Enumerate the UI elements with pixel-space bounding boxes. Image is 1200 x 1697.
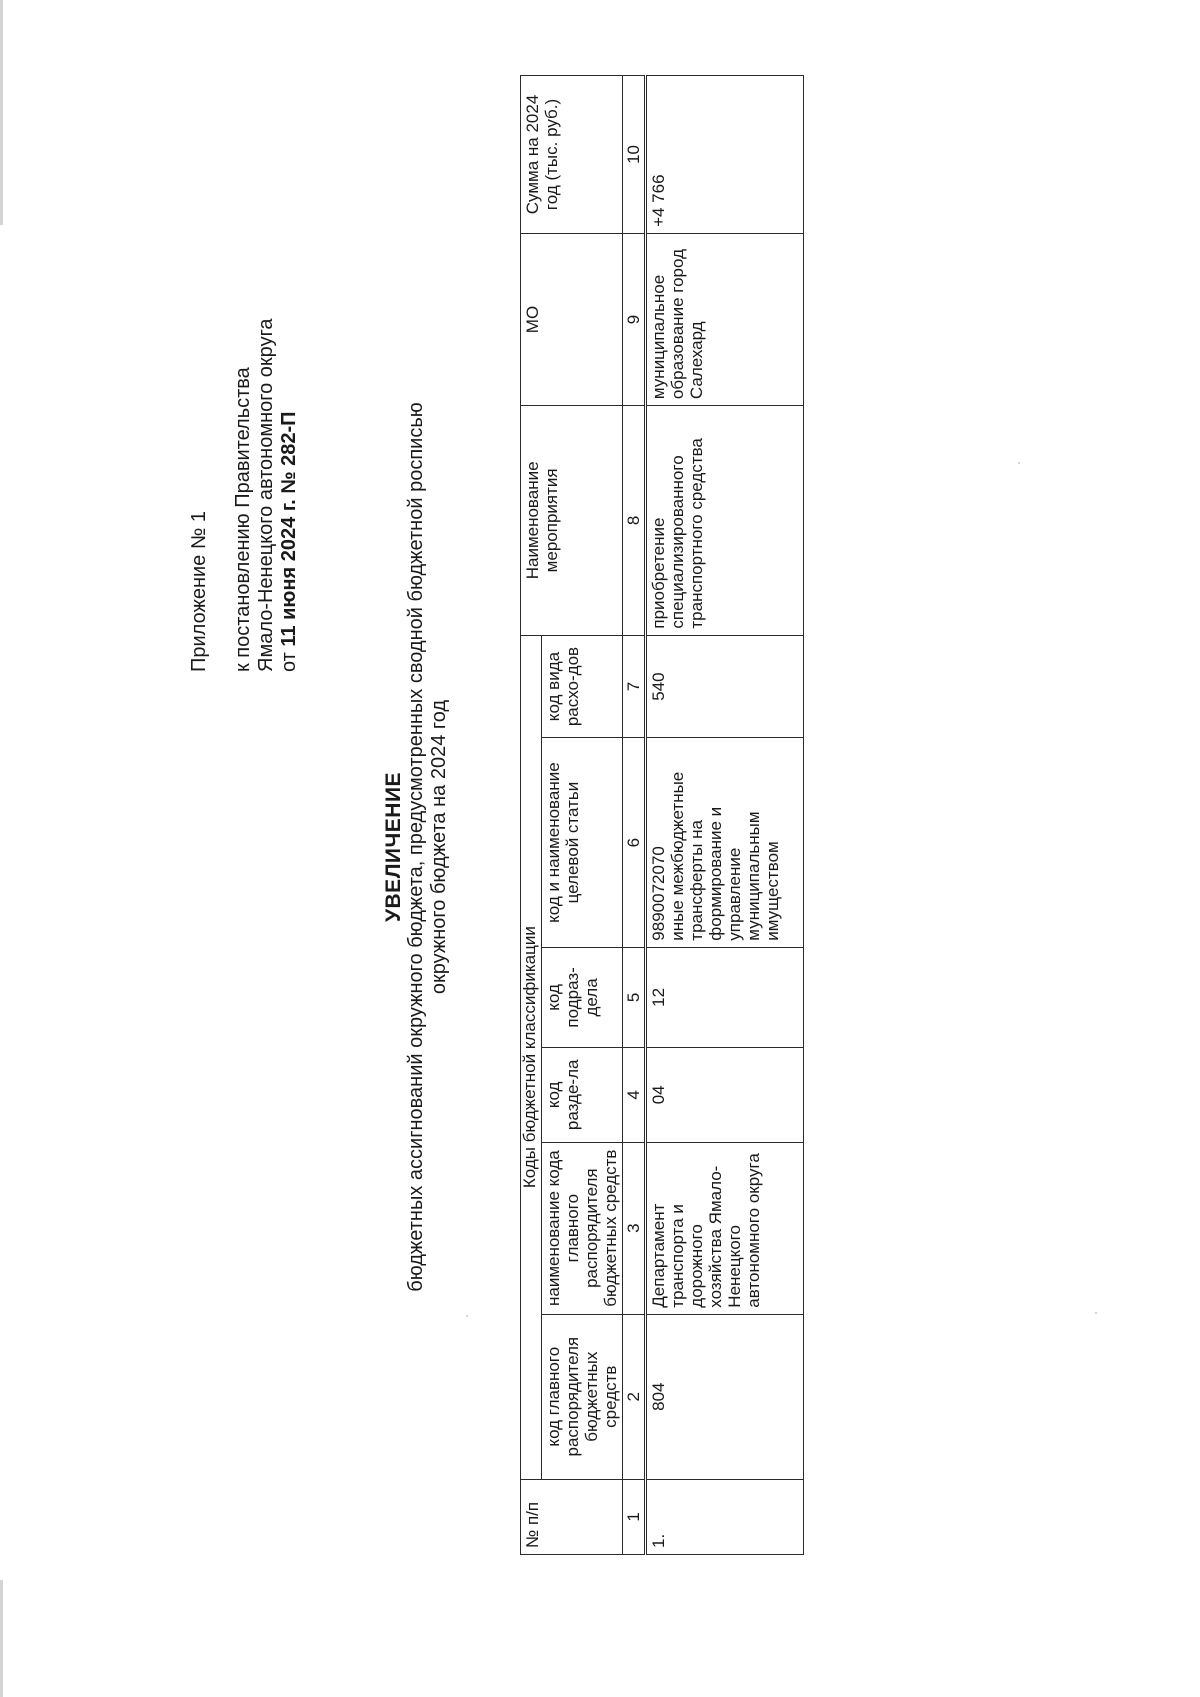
row-mo: муниципальное образование город Салехард: [646, 233, 804, 405]
column-number-row: [623, 76, 646, 1555]
document-subtitle-line-2: окружного бюджета на 2024 год: [428, 699, 450, 995]
appendix-line-2: Ямало-Ненецкого автономного округа: [255, 318, 277, 672]
row-event-name: приобретение специализированного транспортного средства: [646, 406, 804, 636]
table-row: [646, 76, 804, 1555]
column-number: 3: [623, 1142, 646, 1314]
header-budget-codes-group: Коды бюджетной классификации: [521, 635, 542, 1479]
column-number: 9: [623, 233, 646, 405]
row-target-article: [646, 738, 804, 947]
appendix-block: [188, 152, 301, 672]
document-title-block: [382, 297, 451, 1397]
row-amount: +4 766: [646, 76, 804, 234]
appendix-line-1: к постановлению Правительства: [232, 367, 254, 672]
column-number: 5: [623, 947, 646, 1047]
header-row-1: [521, 76, 542, 1555]
header-expense-type: код вида расхо-дов: [542, 635, 623, 738]
header-amount: Сумма на 2024 год (тыс. руб.): [521, 76, 623, 234]
column-number: 8: [623, 406, 646, 636]
row-target-code: 9890072070: [649, 846, 668, 941]
header-target-article: код и наименование целевой статьи: [542, 738, 623, 947]
header-section-code: код разде-ла: [542, 1048, 623, 1142]
row-grbs-code: 804: [646, 1314, 804, 1479]
row-section-code: 04: [646, 1048, 804, 1142]
column-number: 6: [623, 738, 646, 947]
budget-table: [520, 75, 804, 1555]
row-grbs-name: Департамент транспорта и дорожного хозяйства Ямало-Ненецкого автономного округа: [646, 1142, 804, 1314]
header-grbs-name: наименование кода главного распорядителя бюджетных средств: [542, 1142, 623, 1314]
row-subsection-code: 12: [646, 947, 804, 1047]
appendix-date: [278, 152, 301, 672]
header-grbs-code: код главного распорядителя бюджетных средств: [542, 1314, 623, 1479]
column-number: 4: [623, 1048, 646, 1142]
document-subtitle-line-1: бюджетных ассигнований окружного бюджета, предусмотренных сводной бюджетной росписью: [405, 402, 427, 1292]
column-number: 1: [623, 1479, 646, 1554]
row-number: 1.: [646, 1479, 804, 1554]
column-number: 2: [623, 1314, 646, 1479]
appendix-title: Приложение № 1: [188, 511, 210, 672]
header-event-name: Наименование мероприятия: [521, 406, 623, 636]
document-heading: УВЕЛИЧЕНИЕ: [382, 771, 405, 923]
column-number: 10: [623, 76, 646, 234]
appendix-date-prefix: от: [278, 652, 300, 672]
header-num: № п/п: [521, 1479, 623, 1554]
header-subsection-code: код подраз-дела: [542, 947, 623, 1047]
column-number: 7: [623, 635, 646, 738]
row-expense-type: 540: [646, 635, 804, 738]
header-mo: МО: [521, 233, 623, 405]
appendix-date-number: 11 июня 2024 г. № 282-П: [278, 411, 300, 647]
row-target-name: иные межбюджетные трансферты на формирование и управление муниципальным имуществом: [668, 771, 782, 941]
